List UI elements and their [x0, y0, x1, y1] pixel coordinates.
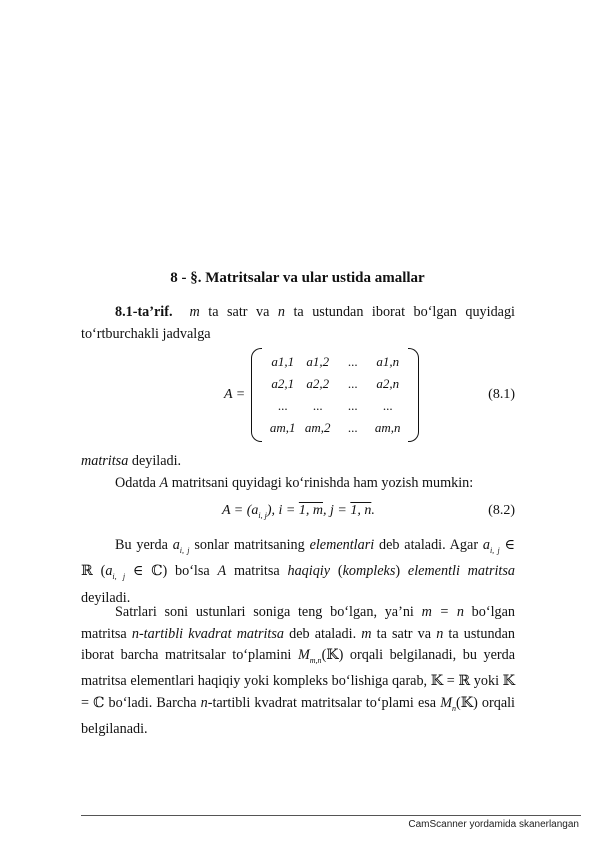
matrix-cell: ... [312, 398, 323, 413]
elements-paragraph: Bu yerda $a_{i, j}$ sonlar matritsaning elementlari deb ataladi. Agar $a_{i, j}$ ∈ ℝ ($a_{i, j}$ ∈ ℂ) bo‘lsa A matritsa haqiqiy (kompleks) elementli matritsa deyiladi. [81, 537, 515, 606]
square-matrix-paragraph: Satrlari soni ustunlari soniga teng bo‘lgan, ya’ni m = n bo‘lgan matritsa n-tartibli kvadrat matritsa deb ataladi. m ta satr va n ta ustundan iborat barcha matritsalar to‘plamini $M_{m,n}(𝕂)$ orqali belgilanadi, bu yerda matritsa elementlari haqiqiy yoki kompleks bo‘lishiga qarab, 𝕂 = ℝ yoki 𝕂 = ℂ bo‘ladi. Barcha n-tartibli kvadrat matritsalar to‘plami esa $M_n(𝕂)$ orqali belgilanadi. [81, 604, 516, 738]
matrix-cell: ... [347, 398, 358, 413]
matrix-cell: a2,1 [271, 376, 295, 391]
matrix-cell: ... [347, 376, 358, 391]
matrix-grid [262, 351, 408, 439]
right-parenthesis [408, 348, 419, 442]
matrix-cell: am,n [374, 420, 401, 435]
matrix-cell: am,2 [304, 420, 331, 435]
matrix-cell: a1,1 [271, 354, 295, 369]
odatda-paragraph: Odatda A matritsani quyidagi ko‘rinishda ham yozish mumkin: [115, 475, 474, 491]
matrix-cell: ... [382, 398, 393, 413]
definition-paragraph: 8.1-ta’rif. m ta satr va n ta ustundan iborat bo‘lgan quyidagi to‘rtburchakli jadvalga [81, 304, 515, 342]
section-title: 8 - §. Matritsalar va ular ustida amallar [170, 270, 425, 286]
matrix-cell: ... [277, 398, 288, 413]
matrix-equation [224, 348, 419, 442]
matrix-cell: ... [347, 420, 358, 435]
footer-divider [81, 815, 581, 816]
matrix-cell: a1,n [376, 354, 400, 369]
left-parenthesis [251, 348, 262, 442]
matrix-cell: am,1 [269, 420, 296, 435]
definition-label: 8.1-ta’rif. [115, 304, 173, 320]
equation-number-8-1: (8.1) [488, 387, 515, 402]
scanner-watermark: CamScanner yordamida skanerlangan [408, 819, 579, 830]
matrix-cell: a2,2 [306, 376, 330, 391]
matrix-cell: a1,2 [306, 354, 330, 369]
matrix-cell: a2,n [376, 376, 400, 391]
matrix-cell: ... [347, 354, 358, 369]
matrix-definition-end: matritsa deyiladi. [81, 453, 182, 469]
equation-number-8-2: (8.2) [488, 503, 515, 518]
matrix-lhs: A = [224, 387, 246, 402]
equation-8-2: $A = (a_{i, j})$, i = 1, m, j = 1, n. [222, 503, 375, 520]
